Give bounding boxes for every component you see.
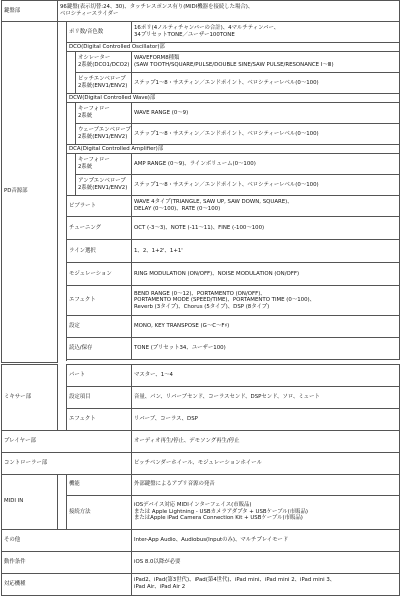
line-select-label: ライン選択 <box>67 240 132 263</box>
dcw-section-label: DCW(Digital Controlled Wave)部 <box>67 94 400 103</box>
pitch-envelope-value: ステップ1～8・サスティン／エンドポイント、ベロシティーレベル(0～100) <box>132 73 400 94</box>
keyboard-value-line1: 96鍵盤(表示切替:24、30)、タッチレスポンス有り(MIDI機器を接続した場合)、 <box>60 4 254 11</box>
dco-section-label: DCO(Digital Controlled Oscillator)部 <box>67 43 400 52</box>
modulation-value: RING MODULATION (ON/OFF)、NOISE MODULATION (ON/OFF) <box>132 263 400 286</box>
modulation-label: モジュレーション <box>67 263 132 286</box>
row-devices <box>2 573 400 595</box>
wave-envelope-label: ウェーブエンベロープ 2系統(ENV1/ENV2) <box>76 124 132 145</box>
polyphony-value: 16ポリ(4ノルティチャンバーの合計)、4マルチティンバー、 34プリセットTONE／ユーザー100TONE <box>132 22 400 43</box>
settings-value: MONO, KEY TRANSPOSE (G～C～F♯) <box>132 316 400 338</box>
midi-connection-label: 接続方法 <box>67 495 132 529</box>
effect-value: BEND RANGE (0～12)、PORTAMENTO (ON/OFF)、 PORTAMENTO MODE (SPEED/TIME)、PORTAMENTO TIME (0～100)、 Reverb (3タイプ)、Chorus (5タイプ)、DSP (8タイプ) <box>132 286 400 316</box>
midi-in-label: MIDI IN <box>2 474 58 529</box>
mixer-settings-label: 設定項目 <box>67 386 132 408</box>
row-player <box>2 430 400 452</box>
row-midi-function <box>2 474 400 495</box>
row-other <box>2 529 400 551</box>
dca-key-follow-value: AMP RANGE (0～9)、ラインボリューム(0～100) <box>132 154 400 175</box>
amp-envelope-value: ステップ1～8・サスティン／エンドポイント、ベロシティーレベル(0～100) <box>132 175 400 196</box>
vibrato-label: ビブラート <box>67 196 132 217</box>
mixer-part-value: マスター、1～4 <box>132 364 400 386</box>
requirements-label: 動作条件 <box>2 551 132 573</box>
mixer-effect-label: エフェクト <box>67 408 132 430</box>
dca-section-label: DCA(Digital Controlled Amplifier)部 <box>67 145 400 154</box>
settings-label: 設定 <box>67 316 132 338</box>
dcw-key-follow-label: キーフォロー 2系統 <box>76 103 132 124</box>
spec-table <box>1 0 400 596</box>
controller-label: コントローラー部 <box>2 452 132 474</box>
dcw-key-follow-value: WAVE RANGE (0～9) <box>132 103 400 124</box>
dca-key-follow-label: キーフォロー 2系統 <box>76 154 132 175</box>
tuning-value: OCT (-3～3)、NOTE (-11～11)、FINE (-100～100) <box>132 217 400 240</box>
effect-label: エフェクト <box>67 286 132 316</box>
mixer-label: ミキサー部 <box>2 364 58 430</box>
keyboard-value-line2: ベロシティースライダー <box>60 11 119 17</box>
mixer-settings-value: 音量、パン、リバーブセンド、コーラスセンド、DSPセンド、ソロ、ミュート <box>132 386 400 408</box>
oscillator-label: オシレーター 2系統(DCO1/DCO2) <box>76 52 132 73</box>
mixer-effect-value: リバーブ、コーラス、DSP <box>132 408 400 430</box>
tuning-label: チューニング <box>67 217 132 240</box>
controller-value: ピッチベンダーホイール、モジュレーションホイール <box>132 452 400 474</box>
vibrato-value: WAVE 4タイプ(TRIANGLE, SAW UP, SAW DOWN, SQUARE)、 DELAY (0～100)、RATE (0～100) <box>132 196 400 217</box>
row-mixer-part <box>2 364 400 386</box>
other-value: Inter-App Audio、Audiobus(Inputのみ)、マルチプレイモード <box>132 529 400 551</box>
keyboard-value <box>58 1 400 22</box>
player-label: プレイヤー部 <box>2 430 132 452</box>
row-keyboard <box>2 1 400 22</box>
keyboard-label: 鍵盤部 <box>2 1 58 22</box>
load-save-value: TONE (プリセット34、ユーザー100) <box>132 338 400 360</box>
load-save-label: 読込/保存 <box>67 338 132 360</box>
pd-section-label: PD音源部 <box>2 22 58 363</box>
mixer-part-label: パート <box>67 364 132 386</box>
midi-connection-value: iOSデバイス対応 MIDIインターフェイス(市販品) または Apple Lightning - USBカメラアダプタ + USBケーブル(市販品) またはApple iPad Camera Connection Kit + USBケーブル(市販品) <box>132 495 400 529</box>
line-select-value: 1、2、1+2'、1+1' <box>132 240 400 263</box>
player-value: オーディオ再生/停止、デモソング再生/停止 <box>132 430 400 452</box>
pitch-envelope-label: ピッチエンベロープ 2系統(ENV1/ENV2) <box>76 73 132 94</box>
other-label: その他 <box>2 529 132 551</box>
requirements-value: iOS 8.0以降が必要 <box>132 551 400 573</box>
amp-envelope-label: アンプエンベロープ 2系統(ENV1/ENV2) <box>76 175 132 196</box>
midi-function-value: 外部鍵盤によるアプリ音源の発音 <box>132 474 400 495</box>
midi-function-label: 機能 <box>67 474 132 495</box>
polyphony-label: ポリ数/音色数 <box>67 22 132 43</box>
devices-label: 対応機種 <box>2 573 132 595</box>
row-controller <box>2 452 400 474</box>
row-polyphony <box>2 22 400 43</box>
oscillator-value: WAVEFORM8種類 (SAW TOOTH/SQUARE/PULSE/DOUBLE SINE/SAW PULSE/RESONANCE Ⅰ～Ⅲ) <box>132 52 400 73</box>
row-requirements <box>2 551 400 573</box>
devices-value: iPad2、iPad(第3世代)、iPad(第4世代)、iPad mini、iPad mini 2、iPad mini 3、 iPad Air、iPad Air 2 <box>132 573 400 595</box>
wave-envelope-value: ステップ1～8・サスティン／エンドポイント、ベロシティーレベル(0～100) <box>132 124 400 145</box>
